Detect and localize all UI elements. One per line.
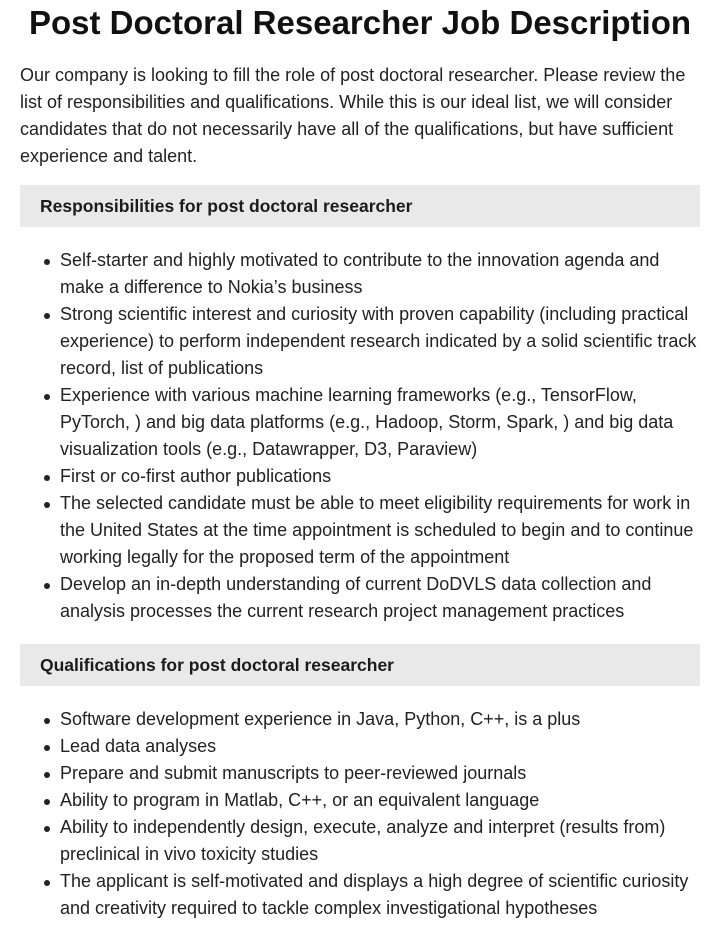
list-item: First or co-first author publications [60, 463, 700, 490]
qualifications-heading: Qualifications for post doctoral researcher [20, 644, 700, 686]
page-title: Post Doctoral Researcher Job Description [28, 4, 692, 41]
responsibilities-list [20, 247, 700, 625]
list-item: Software development experience in Java, Python, C++, is a plus [60, 706, 700, 733]
list-item: Experience with various machine learning frameworks (e.g., TensorFlow, PyTorch, ) and big data platforms (e.g., Hadoop, Storm, Spark, ) and big data visualization tools (e.g., Datawrapper, D3, Paraview) [60, 382, 700, 463]
list-item: Strong scientific interest and curiosity with proven capability (including practical experience) to perform independent research indicated by a solid scientific track record, list of publications [60, 301, 700, 382]
list-item: The selected candidate must be able to meet eligibility requirements for work in the United States at the time appointment is scheduled to begin and to continue working legally for the proposed term of the appointment [60, 490, 700, 571]
list-item: Prepare and submit manuscripts to peer-reviewed journals [60, 760, 700, 787]
list-item: Self-starter and highly motivated to contribute to the innovation agenda and make a difference to Nokia’s business [60, 247, 700, 301]
list-item: Lead data analyses [60, 733, 700, 760]
list-item: Develop an in-depth understanding of current DoDVLS data collection and analysis processes the current research project management practices [60, 571, 700, 625]
intro-paragraph: Our company is looking to fill the role of post doctoral researcher. Please review the list of responsibilities and qualifications. While this is our ideal list, we will consider candidates that do not necessarily have all of the qualifications, but have sufficient experience and talent. [20, 65, 686, 166]
responsibilities-heading: Responsibilities for post doctoral researcher [20, 185, 700, 227]
list-item: Ability to program in Matlab, C++, or an equivalent language [60, 787, 700, 814]
list-item: Ability to independently design, execute, analyze and interpret (results from) preclinical in vivo toxicity studies [60, 814, 700, 868]
qualifications-list [20, 706, 700, 922]
list-item: The applicant is self-motivated and displays a high degree of scientific curiosity and creativity required to tackle complex investigational hypotheses [60, 868, 700, 922]
spacer [20, 625, 700, 629]
